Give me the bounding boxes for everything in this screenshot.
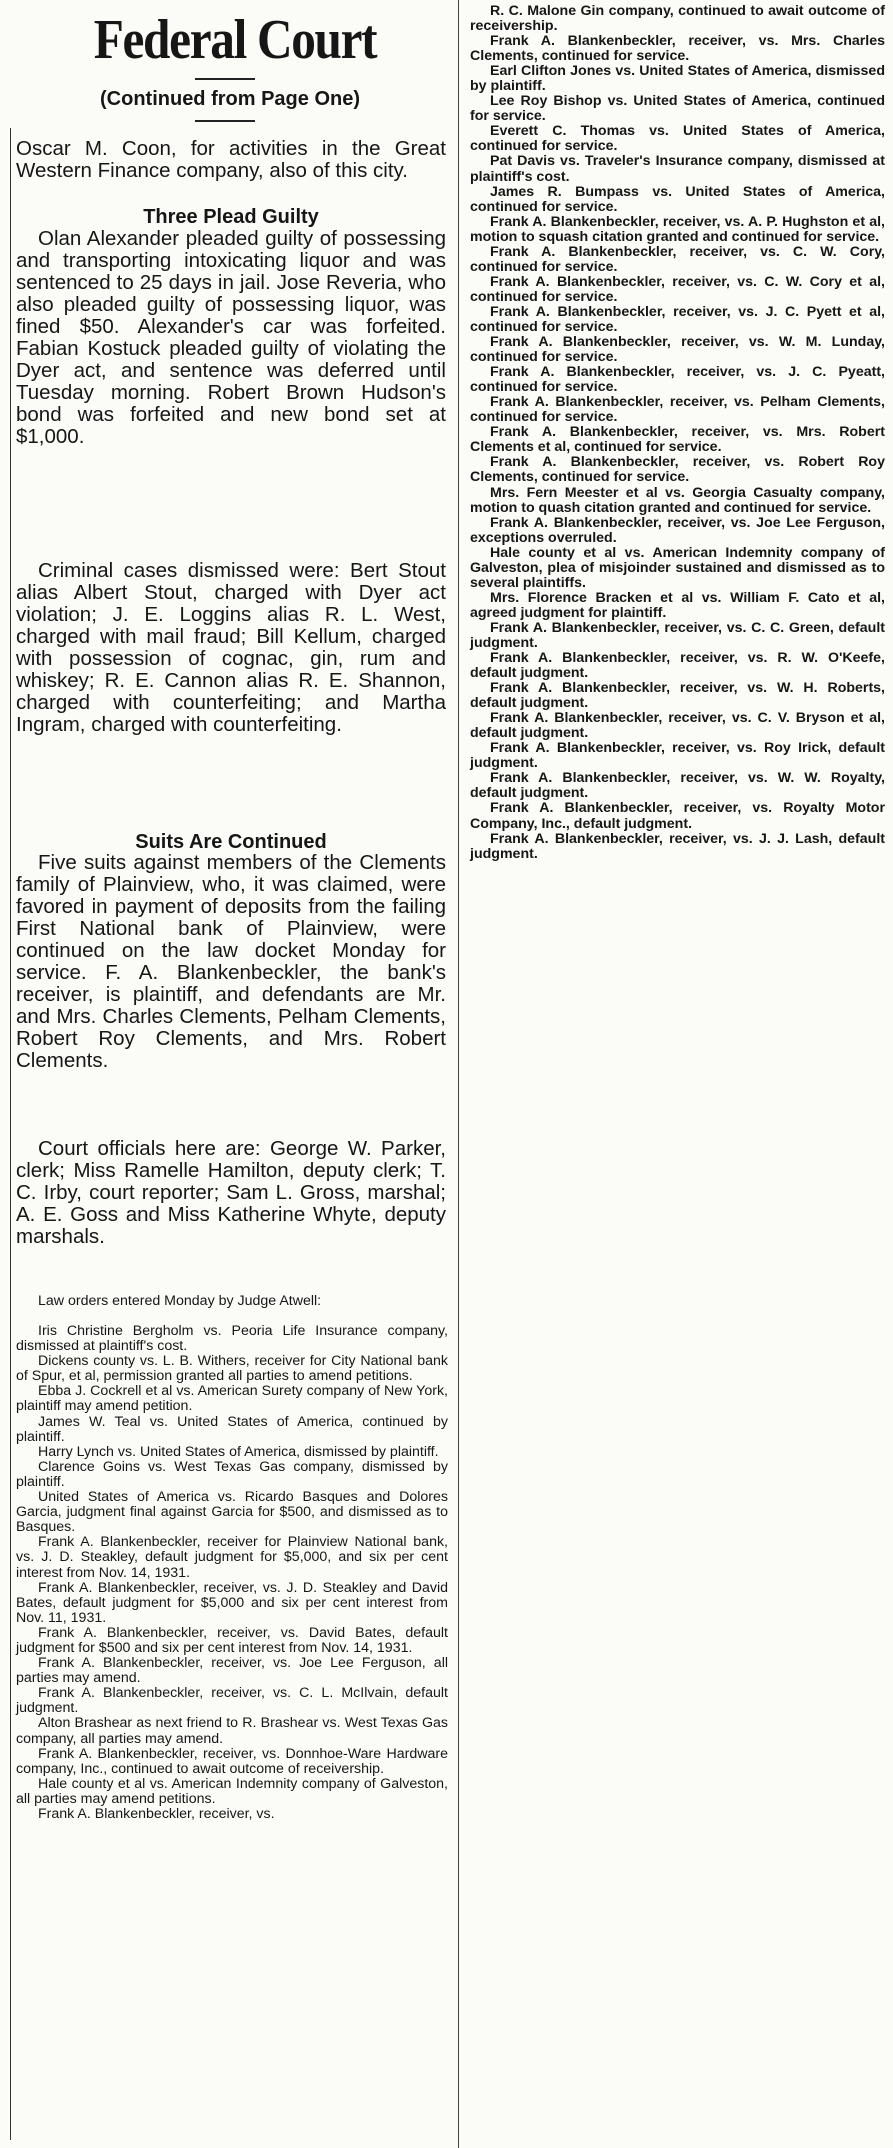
docket-entry: Frank A. Blankenbeckler, receiver, vs. J. C. Pyeatt, continued for service. [470,364,885,396]
docket-entry: James R. Bumpass vs. United States of America, continued for service. [470,183,885,215]
docket-entry: Clarence Goins vs. West Texas Gas company, dismissed by plaintiff. [16,1458,448,1490]
law-orders-intro [16,1294,448,1309]
clements-suits-paragraph [16,852,446,1072]
docket-entry: Hale county et al vs. American Indemnity company of Galveston, plea of misjoinder sustained and dismissed as to several plaintiffs. [470,544,885,591]
dismissed-cases-paragraph [16,560,446,736]
headline-rule [195,78,255,80]
docket-entry: Frank A. Blankenbeckler, receiver, vs. Joe Lee Ferguson, exceptions overruled. [470,514,885,546]
docket-entry: Pat Davis vs. Traveler's Insurance company, dismissed at plaintiff's cost. [470,153,885,185]
docket-entry: Dickens county vs. L. B. Withers, receiver for City National bank of Spur, et al, permission granted all parties to amend petitions. [16,1353,448,1385]
docket-entry: Frank A. Blankenbeckler, receiver, vs. Royalty Motor Company, Inc., default judgment. [470,800,885,832]
docket-entry: Frank A. Blankenbeckler, receiver for Plainview National bank, vs. J. D. Steakley, default judgment for $5,000, and six per cent interest from Nov. 14, 1931. [16,1534,448,1581]
docket-entry: Iris Christine Bergholm vs. Peoria Life Insurance company, dismissed at plaintiff's cost. [16,1323,448,1355]
continuation-line: (Continued from Page One) [100,88,360,110]
lead-paragraph [16,138,446,182]
guilty-pleas-paragraph [16,228,446,448]
paragraph: Five suits against members of the Clements family of Plainview, who, it was claimed, were favored in payment of deposits from the failing First National bank of Plainview, were continued on the law docket Monday for service. F. A. Blankenbeckler, the bank's receiver, is plaintiff, and defendants are Mr. and Mrs. Charles Clements, Pelham Clements, Robert Roy Clements, and Mrs. Robert Clements. [16,851,446,1072]
paragraph: Law orders entered Monday by Judge Atwell: [38,1293,322,1309]
docket-entry: Frank A. Blankenbeckler, receiver, vs. C. W. Cory, continued for service. [470,243,885,275]
docket-entry: Frank A. Blankenbeckler, receiver, vs. A. P. Hughston et al, motion to squash citation granted and continued for service. [470,213,885,245]
docket-entry: Harry Lynch vs. United States of America, dismissed by plaintiff. [38,1443,439,1460]
paragraph: Court officials here are: George W. Parker, clerk; Miss Ramelle Hamilton, deputy clerk; T. C. Irby, court reporter; Sam L. Gross, marshal; A. E. Goss and Miss Katherine Whyte, deputy marshals. [16,1137,446,1248]
paragraph: Criminal cases dismissed were: Bert Stout alias Albert Stout, charged with Dyer act violation; J. E. Loggins alias R. L. West, charged with mail fraud; Bill Kellum, charged with possession of cognac, gin, rum and whiskey; R. E. Cannon alias R. E. Shannon, charged with counterfeiting; and Martha Ingram, charged with counterfeiting. [16,559,446,736]
docket-entry: Hale county et al vs. American Indemnity company of Galveston, all parties may amend petitions. [16,1775,448,1807]
docket-entry: Frank A. Blankenbeckler, receiver, vs. C. V. Bryson et al, default judgment. [470,710,885,742]
docket-entry: Frank A. Blankenbeckler, receiver, vs. C. C. Green, default judgment. [470,619,885,651]
docket-entry: Frank A. Blankenbeckler, receiver, vs. W. W. Royalty, default judgment. [470,770,885,802]
docket-entry: United States of America vs. Ricardo Basques and Dolores Garcia, judgment final against Garcia for $500, and dismissed as to Basques. [16,1489,448,1536]
subhead-text: Suits Are Continued [135,831,327,853]
docket-entry: Frank A. Blankenbeckler, receiver, vs. Pelham Clements, continued for service. [470,394,885,426]
lead-text: Oscar M. Coon, for activities in the Great Western Finance company, also of this city. [16,137,446,182]
docket-entry: Mrs. Florence Bracken et al vs. William F. Cato et al, agreed judgment for plaintiff. [470,589,885,621]
docket-entry: Frank A. Blankenbeckler, receiver, vs. [38,1806,275,1822]
docket-entry: Frank A. Blankenbeckler, receiver, vs. Mrs. Robert Clements et al, continued for service. [470,424,885,456]
docket-entry: Frank A. Blankenbeckler, receiver, vs. Donnhoe-Ware Hardware company, Inc., continued to await outcome of receivership. [16,1745,448,1777]
docket-entry: James W. Teal vs. United States of America, continued by plaintiff. [16,1413,448,1445]
docket-entry: R. C. Malone Gin company, continued to await outcome of receivership. [470,3,885,35]
paragraph: Olan Alexander pleaded guilty of possessing and transporting intoxicating liquor and was sentenced to 25 days in jail. Jose Reveria, who also pleaded guilty of possessing liquor, was fined $50. Alexander's car was forfeited. Fabian Kostuck pleaded guilty of violating the Dyer act, and sentence was deferred until Tuesday morning. Robert Brown Hudson's bond was forfeited and new bond set at $1,000. [16,227,446,448]
column-rule [458,0,459,2148]
headline: Federal Court [93,9,377,71]
docket-entry: Frank A. Blankenbeckler, receiver, vs. W. H. Roberts, default judgment. [470,680,885,712]
docket-entry: Frank A. Blankenbeckler, receiver, vs. Joe Lee Ferguson, all parties may amend. [16,1655,448,1687]
docket-entry: Frank A. Blankenbeckler, receiver, vs. R. W. O'Keefe, default judgment. [470,650,885,682]
docket-entry: Frank A. Blankenbeckler, receiver, vs. Mrs. Charles Clements, continued for service. [470,33,885,65]
court-officials-paragraph [16,1138,446,1248]
docket-entry: Ebba J. Cockrell et al vs. American Surety company of New York, plaintiff may amend petition. [16,1383,448,1415]
docket-entry: Everett C. Thomas vs. United States of America, continued for service. [470,123,885,155]
left-docket-list [16,1324,448,1822]
subhead-text: Three Plead Guilty [143,206,319,228]
docket-entry: Alton Brashear as next friend to R. Brashear vs. West Texas Gas company, all parties may amend. [16,1715,448,1747]
docket-entry: Frank A. Blankenbeckler, receiver, vs. Roy Irick, default judgment. [470,740,885,772]
docket-entry: Frank A. Blankenbeckler, receiver, vs. C. L. McIlvain, default judgment. [16,1685,448,1717]
docket-entry: Earl Clifton Jones vs. United States of America, dismissed by plaintiff. [470,63,885,95]
docket-entry: Frank A. Blankenbeckler, receiver, vs. David Bates, default judgment for $500 and six per cent interest from Nov. 14, 1931. [16,1624,448,1656]
docket-entry: Mrs. Fern Meester et al vs. Georgia Casualty company, motion to quash citation granted and continued for service. [470,484,885,516]
docket-entry: Frank A. Blankenbeckler, receiver, vs. Robert Roy Clements, continued for service. [470,454,885,486]
docket-entry: Frank A. Blankenbeckler, receiver, vs. J. J. Lash, default judgment. [470,830,885,862]
docket-entry: Frank A. Blankenbeckler, receiver, vs. C. W. Cory et al, continued for service. [470,273,885,305]
docket-entry: Frank A. Blankenbeckler, receiver, vs. J. C. Pyett et al, continued for service. [470,303,885,335]
docket-entry: Frank A. Blankenbeckler, receiver, vs. J. D. Steakley and David Bates, default judgment for $5,000 and six per cent interest from Nov. 11, 1931. [16,1579,448,1626]
column-border [10,128,11,2140]
docket-entry: Frank A. Blankenbeckler, receiver, vs. W. M. Lunday, continued for service. [470,334,885,366]
right-docket-list [470,4,885,862]
dek-rule [195,120,255,122]
docket-entry: Lee Roy Bishop vs. United States of America, continued for service. [470,93,885,125]
subhead-three-plead-guilty [16,205,446,229]
